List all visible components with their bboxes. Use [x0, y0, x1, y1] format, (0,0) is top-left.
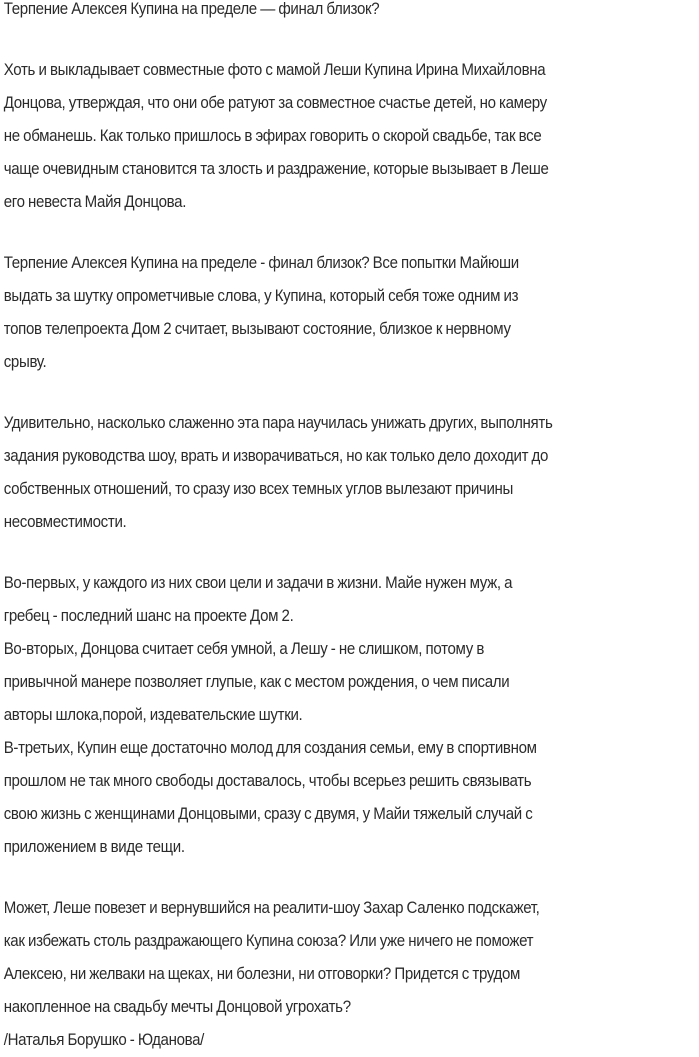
text-line: собственных отношений, то сразу изо всех темных углов вылезают причины [3, 480, 514, 498]
text-line: приложением в виде тещи. [3, 838, 185, 856]
text-line: Может, Леше повезет и вернувшийся на реалити-шоу Захар Саленко подскажет, [3, 899, 540, 917]
text-line: гребец - последний шанс на проекте Дом 2. [3, 607, 294, 625]
text-line: привычной манере позволяет глупые, как с местом рождения, о чем писали [3, 673, 510, 691]
text-line: Во-первых, у каждого из них свои цели и задачи в жизни. Майе нужен муж, а [3, 574, 513, 592]
text-line: авторы шлока,порой, издевательские шутки. [3, 706, 303, 724]
paragraph-intro [4, 54, 699, 219]
text-line: прошлом не так много свободы доставалось, чтобы всерьез решить связывать [3, 772, 532, 790]
text-line: несовместимости. [3, 513, 127, 531]
text-line: Алексею, ни желваки на щеках, ни болезни, ни отговорки? Придется с трудом [3, 965, 521, 983]
paragraph-patience [4, 247, 699, 379]
paragraph-surprisingly [4, 407, 699, 539]
text-line: накопленное на свадьбу мечты Донцовой угрохать? [3, 998, 351, 1016]
paragraph-reasons [4, 567, 699, 864]
author-signature: /Наталья Борушко - Юданова/ [3, 1031, 205, 1049]
paragraph-conclusion [4, 892, 699, 1057]
text-line: Хоть и выкладывает совместные фото с мамой Леши Купина Ирина Михайловна [3, 61, 546, 79]
article-headline: Терпение Алексея Купина на пределе — финал близок? [3, 0, 380, 18]
text-line: как избежать столь раздражающего Купина союза? Или уже ничего не поможет [3, 932, 534, 950]
text-line: его невеста Майя Донцова. [3, 193, 187, 211]
text-line: Терпение Алексея Купина на пределе - финал близок? Все попытки Майюши [3, 254, 519, 272]
text-line: Во-вторых, Донцова считает себя умной, а Лешу - не слишком, потому в [3, 640, 485, 658]
text-line: Удивительно, насколько слаженно эта пара научилась унижать других, выполнять [3, 414, 553, 432]
text-line: чаще очевидным становится та злость и раздражение, которые вызывает в Леше [3, 160, 549, 178]
text-line: задания руководства шоу, врать и изворачиваться, но как только дело доходит до [3, 447, 549, 465]
text-line: выдать за шутку опрометчивые слова, у Купина, который себя тоже одним из [3, 287, 519, 305]
text-line: Донцова, утверждая, что они обе ратуют за совместное счастье детей, но камеру [3, 94, 547, 112]
text-line: срыву. [3, 353, 47, 371]
text-line: топов телепроекта Дом 2 считает, вызывают состояние, близкое к нервному [3, 320, 511, 338]
text-line: В-третьих, Купин еще достаточно молод для создания семьи, ему в спортивном [3, 739, 537, 757]
text-line: свою жизнь с женщинами Донцовыми, сразу с двумя, у Майи тяжелый случай с [3, 805, 533, 823]
text-line: не обманешь. Как только пришлось в эфирах говорить о скорой свадьбе, так все [3, 127, 542, 145]
